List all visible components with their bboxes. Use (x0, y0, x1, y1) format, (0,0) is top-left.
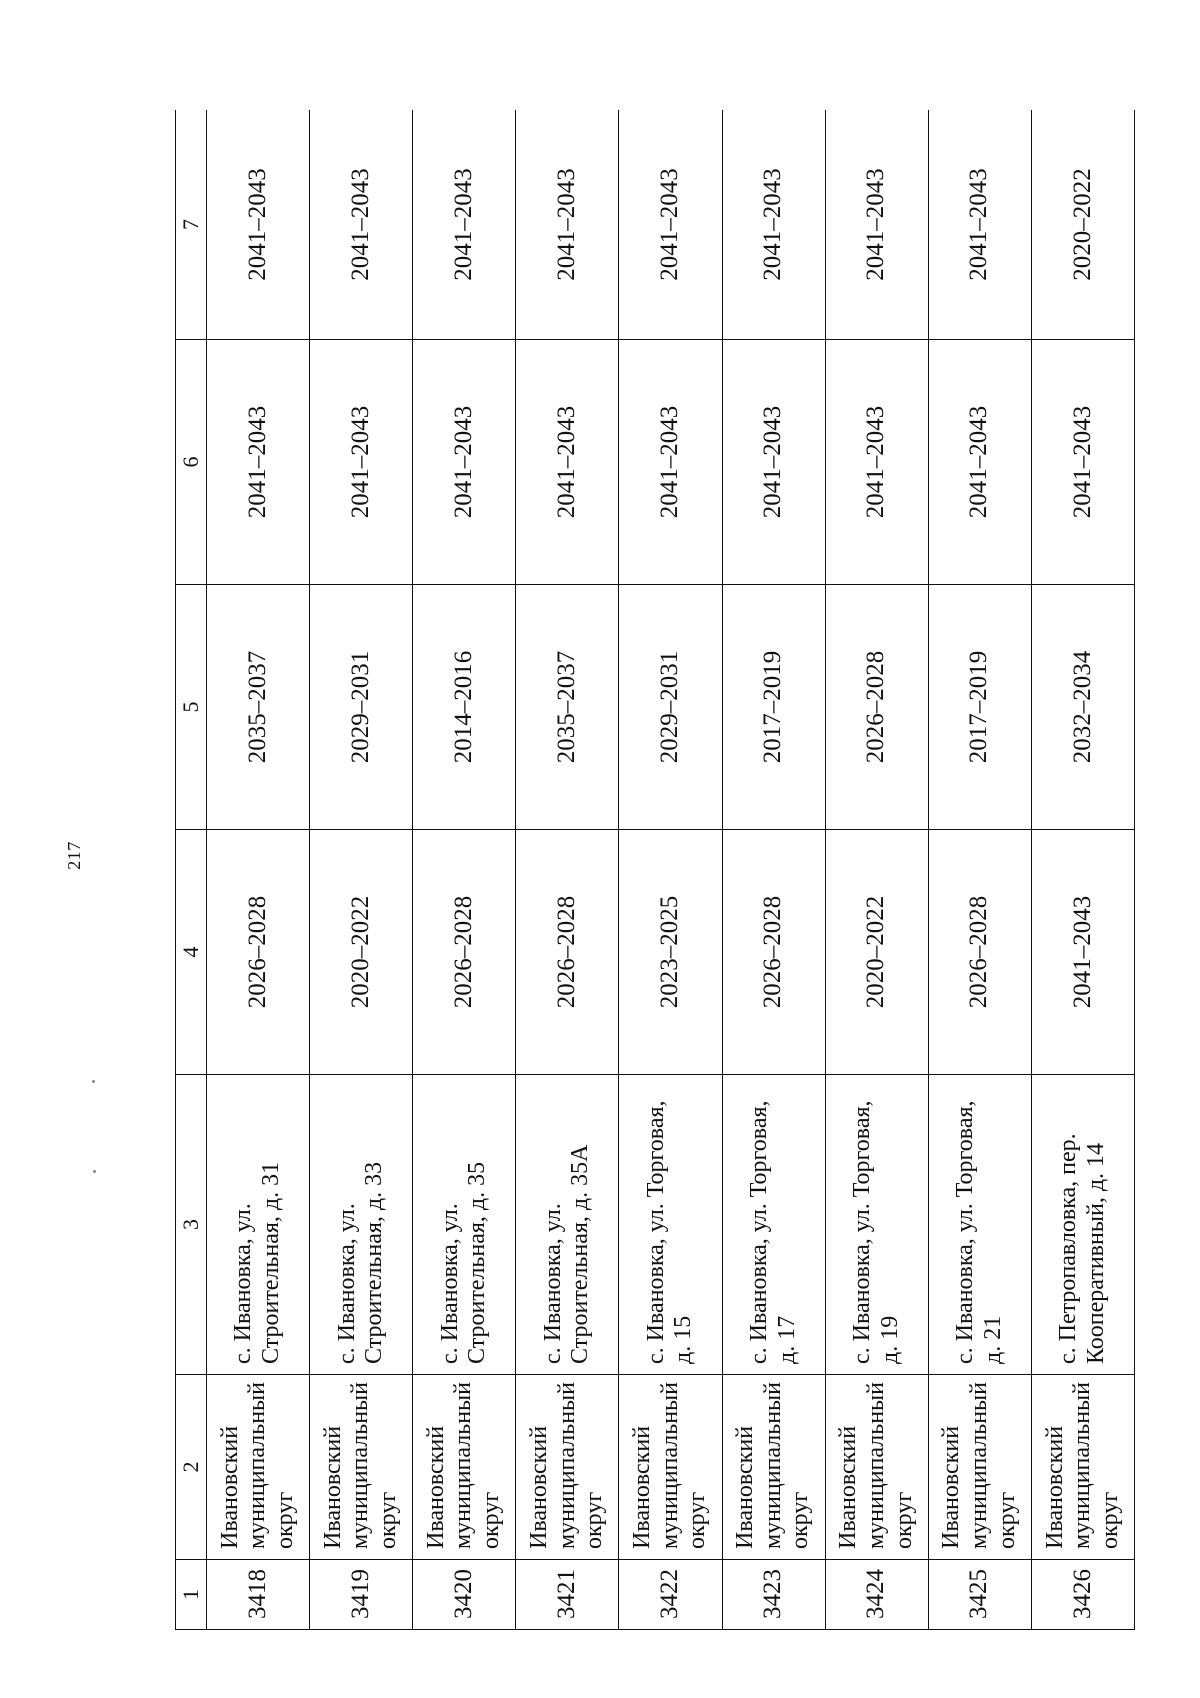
row-number: 3420 (413, 1560, 516, 1630)
period-cell-5: 2017–2019 (928, 585, 1031, 830)
table-row (928, 110, 1031, 1630)
period-cell-4: 2023–2025 (619, 830, 722, 1075)
row-number: 3422 (619, 1560, 722, 1630)
row-number: 3424 (825, 1560, 928, 1630)
period-cell-5: 2026–2028 (825, 585, 928, 830)
period-cell-7: 2041–2043 (825, 110, 928, 340)
period-cell-5: 2014–2016 (413, 585, 516, 830)
district-cell: Ивановский муниципальный округ (310, 1375, 413, 1560)
table-body (207, 110, 1135, 1630)
table-row (207, 110, 310, 1630)
column-header-4: 4 (176, 830, 207, 1075)
period-cell-7: 2041–2043 (928, 110, 1031, 340)
column-header-1: 1 (176, 1560, 207, 1630)
period-cell-4: 2026–2028 (516, 830, 619, 1075)
district-cell: Ивановский муниципальный округ (722, 1375, 825, 1560)
address-cell: с. Ивановка, ул. Торговая, д. 19 (825, 1075, 928, 1375)
rotated-table-frame (175, 110, 1135, 1630)
row-number: 3418 (207, 1560, 310, 1630)
period-cell-7: 2041–2043 (310, 110, 413, 340)
period-cell-6: 2041–2043 (516, 340, 619, 585)
table-row (516, 110, 619, 1630)
address-cell: с. Петропавловка, пер. Кооперативный, д. 14 (1031, 1075, 1134, 1375)
period-cell-5: 2035–2037 (207, 585, 310, 830)
address-cell: с. Ивановка, ул. Строительная, д. 31 (207, 1075, 310, 1375)
period-cell-4: 2020–2022 (310, 830, 413, 1075)
column-header-5: 5 (176, 585, 207, 830)
period-cell-5: 2029–2031 (619, 585, 722, 830)
period-cell-4: 2026–2028 (722, 830, 825, 1075)
period-cell-4: 2041–2043 (1031, 830, 1134, 1075)
district-cell: Ивановский муниципальный округ (1031, 1375, 1134, 1560)
address-cell: с. Ивановка, ул. Торговая, д. 17 (722, 1075, 825, 1375)
period-cell-6: 2041–2043 (310, 340, 413, 585)
scan-speck (93, 1170, 96, 1173)
district-cell: Ивановский муниципальный округ (516, 1375, 619, 1560)
address-cell: с. Ивановка, ул. Строительная, д. 33 (310, 1075, 413, 1375)
period-cell-6: 2041–2043 (207, 340, 310, 585)
address-cell: с. Ивановка, ул. Строительная, д. 35А (516, 1075, 619, 1375)
column-header-2: 2 (176, 1375, 207, 1560)
table-row (1031, 110, 1134, 1630)
period-cell-6: 2041–2043 (928, 340, 1031, 585)
district-cell: Ивановский муниципальный округ (413, 1375, 516, 1560)
period-cell-4: 2026–2028 (413, 830, 516, 1075)
period-cell-7: 2041–2043 (619, 110, 722, 340)
period-cell-5: 2035–2037 (516, 585, 619, 830)
district-cell: Ивановский муниципальный округ (619, 1375, 722, 1560)
row-number: 3421 (516, 1560, 619, 1630)
address-cell: с. Ивановка, ул. Строительная, д. 35 (413, 1075, 516, 1375)
period-cell-6: 2041–2043 (413, 340, 516, 585)
period-cell-6: 2041–2043 (722, 340, 825, 585)
scan-speck (92, 1080, 95, 1083)
row-number: 3425 (928, 1560, 1031, 1630)
row-number: 3419 (310, 1560, 413, 1630)
district-cell: Ивановский муниципальный округ (928, 1375, 1031, 1560)
table-row (825, 110, 928, 1630)
schedule-table (175, 110, 1135, 1630)
period-cell-5: 2029–2031 (310, 585, 413, 830)
period-cell-7: 2041–2043 (516, 110, 619, 340)
period-cell-6: 2041–2043 (619, 340, 722, 585)
table-row (619, 110, 722, 1630)
period-cell-5: 2017–2019 (722, 585, 825, 830)
district-cell: Ивановский муниципальный округ (825, 1375, 928, 1560)
row-number: 3426 (1031, 1560, 1134, 1630)
period-cell-7: 2041–2043 (207, 110, 310, 340)
table-row (722, 110, 825, 1630)
period-cell-6: 2041–2043 (825, 340, 928, 585)
period-cell-6: 2041–2043 (1031, 340, 1134, 585)
row-number: 3423 (722, 1560, 825, 1630)
district-cell: Ивановский муниципальный округ (207, 1375, 310, 1560)
period-cell-7: 2020–2022 (1031, 110, 1134, 340)
address-cell: с. Ивановка, ул. Торговая, д. 15 (619, 1075, 722, 1375)
column-header-3: 3 (176, 1075, 207, 1375)
table-container (175, 110, 1135, 1630)
period-cell-4: 2026–2028 (928, 830, 1031, 1075)
table-row (310, 110, 413, 1630)
period-cell-4: 2020–2022 (825, 830, 928, 1075)
table-row (413, 110, 516, 1630)
column-header-6: 6 (176, 340, 207, 585)
period-cell-4: 2026–2028 (207, 830, 310, 1075)
period-cell-5: 2032–2034 (1031, 585, 1134, 830)
page-number: 217 (63, 841, 84, 870)
period-cell-7: 2041–2043 (413, 110, 516, 340)
period-cell-7: 2041–2043 (722, 110, 825, 340)
column-number-row (176, 110, 207, 1630)
address-cell: с. Ивановка, ул. Торговая, д. 21 (928, 1075, 1031, 1375)
column-header-7: 7 (176, 110, 207, 340)
